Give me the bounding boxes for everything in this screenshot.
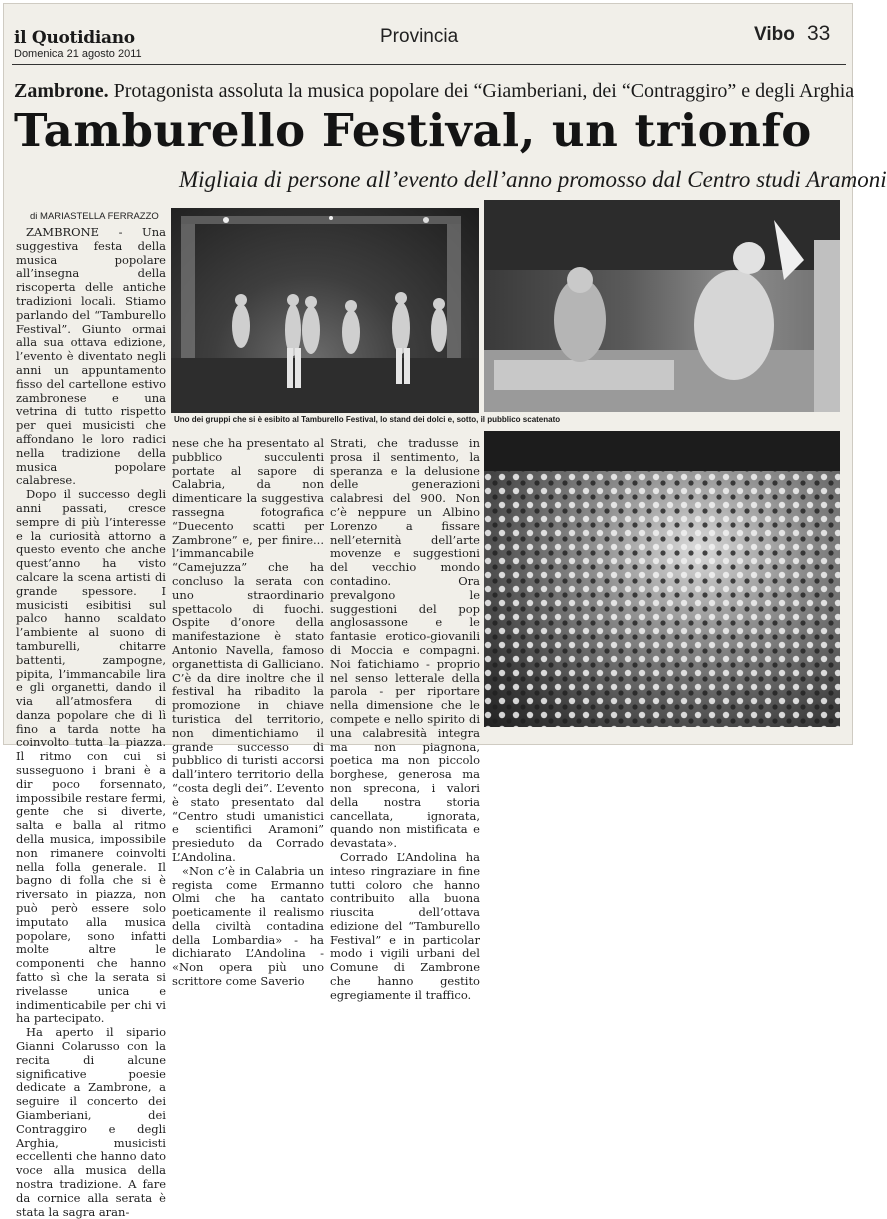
paragraph: Dopo il successo degli anni passati, cresce sempre di più l’interesse e la curiosità attorno a questo evento che anche quest’anno ha visto calcare la scena artisti di grande spessore. I musicisti esibitisi sul palco hanno scaldato l’ambiente al suono di tamburelli, chitarre battenti, zampogne, pipita, l’immancabile lira e gli organetti, dando il via all’atmosfera di danza popolare che di lì fino a tarda notte ha coinvolto tutta la piazza. Il ritmo con cui si susseguono i brani è a dir poco forsennato, impossibile restare fermi, gente che si diverte, salta e balla al ritmo della musica, impossibile non rimanere coinvolti nella folla generale. Il bagno di folla che si è riversato in piazza, non può però essere solo imputato alla musica popolare, sono infatti molte altre le componenti che hanno fatto sì che la serata si rivelasse unica e indimenticabile per chi vi ha partecipato. — [16, 487, 166, 1026]
stage-photo — [171, 208, 479, 413]
sweets-stand-photo-art — [484, 200, 840, 412]
kicker — [14, 80, 854, 103]
paragraph: Strati, che tradusse in prosa il sentimento, la speranza e la delusione delle generazioni calabresi del 900. Non c’è neppure un Albino Lorenzo a fissare nell’eternità dell’arte movenze e suggestioni del vecchio mondo contadino. Ora prevalgono le suggestioni del pop anglosassone e le fantasie erotico-giovanili di Moccia e compagni. Noi fatichiamo - proprio nel senso letterale della parola - per riportare nella dimensione che le compete e nello spirito di una calabresità integra ma non piagnona, poetica ma non piccolo borghese, generosa ma non sprecona, i valori della nostra storia cancellata, ignorata, quando non mistificata e devastata». — [330, 436, 480, 851]
article-column-2 — [172, 436, 324, 989]
newspaper-page — [3, 3, 887, 1219]
byline: di MARIASTELLA FERRAZZO — [30, 211, 159, 222]
issue-date: Domenica 21 agosto 2011 — [14, 48, 142, 60]
stage-photo-art — [171, 208, 479, 413]
paragraph: Corrado L’Andolina ha inteso ringraziare in fine tutti coloro che hanno contribuito alla buona riuscita dell’ottava edizione del “Tamburello Festival” e in particolar modo i vigili urbani del Comune di Zambrone che hanno gestito egregiamente il traffico. — [330, 849, 480, 1002]
article-column-1 — [16, 225, 166, 1219]
page-number: 33 — [807, 22, 831, 45]
headline: Tamburello Festival, un trionfo — [14, 104, 812, 157]
crowd-photo-art — [484, 431, 840, 727]
article-column-3 — [330, 436, 480, 1002]
section-name: Provincia — [380, 26, 459, 47]
header-rule — [12, 64, 846, 65]
paragraph: Ha aperto il sipario Gianni Colarusso con la recita di alcune significative poesie dedicate a Zambrone, a seguire il concerto dei Giamberiani, dei Contraggiro e degli Arghia, musicisti eccellenti che hanno dato voce alla musica della nostra tradizione. A fare da cornice alla serata è stata la sagra aran- — [16, 1025, 166, 1219]
edition-name: Vibo — [754, 24, 795, 45]
crowd-photo — [484, 431, 840, 727]
paragraph: «Non c’è in Calabria un regista come Ermanno Olmi che ha cantato poeticamente il realismo della civiltà contadina della Lombardia» - ha dichiarato L’Andolina - «Non opera più uno scrittore come Saverio — [172, 863, 324, 989]
sweets-stand-photo — [484, 200, 840, 412]
paragraph: nese che ha presentato al pubblico succulenti portate al sapore di Calabria, da non dimenticare la suggestiva rassegna fotografica “Duecento scatti per Zambrone” e, per finire... l’immancabile “Camejuzza” che ha concluso la serata con uno straordinario spettacolo di fuochi. Ospite d’onore della manifestazione è stato Antonio Navella, famoso organettista di Galliciano. C’è da dire inoltre che il festival ha ribadito la promozione in chiave turistica del territorio, non dimentichiamo il grande successo di pubblico di turisti accorsi dall’intero territorio della “costa degli dei”. L’evento è stato presentato dal “Centro studi umanistici e scientifici Aramoni” presieduto da Corrado L’Andolina. — [172, 436, 324, 864]
kicker-text: Protagonista assoluta la musica popolare dei “Giamberiani, dei “Contraggiro” e degli Arghia — [113, 80, 855, 102]
photo-caption: Uno dei gruppi che si è esibito al Tamburello Festival, lo stand dei dolci e, sotto, il pubblico scatenato — [174, 415, 561, 424]
newspaper-logo: il Quotidiano — [14, 28, 135, 48]
kicker-place: Zambrone. — [14, 80, 109, 102]
paragraph: ZAMBRONE - Una suggestiva festa della musica popolare all’insegna della riscoperta delle antiche tradizioni locali. Stiamo parlando del “Tamburello Festival”. Giunto ormai alla sua ottava edizione, l’evento è diventato negli anni un appuntamento fisso del cartellone estivo zambronese e una vetrina di tutto rispetto per quei musicisti che affondano le loro radici nella tradizione della musica popolare calabrese. — [16, 225, 166, 488]
subheadline: Migliaia di persone all’evento dell’anno promosso dal Centro studi Aramoni — [179, 167, 887, 192]
